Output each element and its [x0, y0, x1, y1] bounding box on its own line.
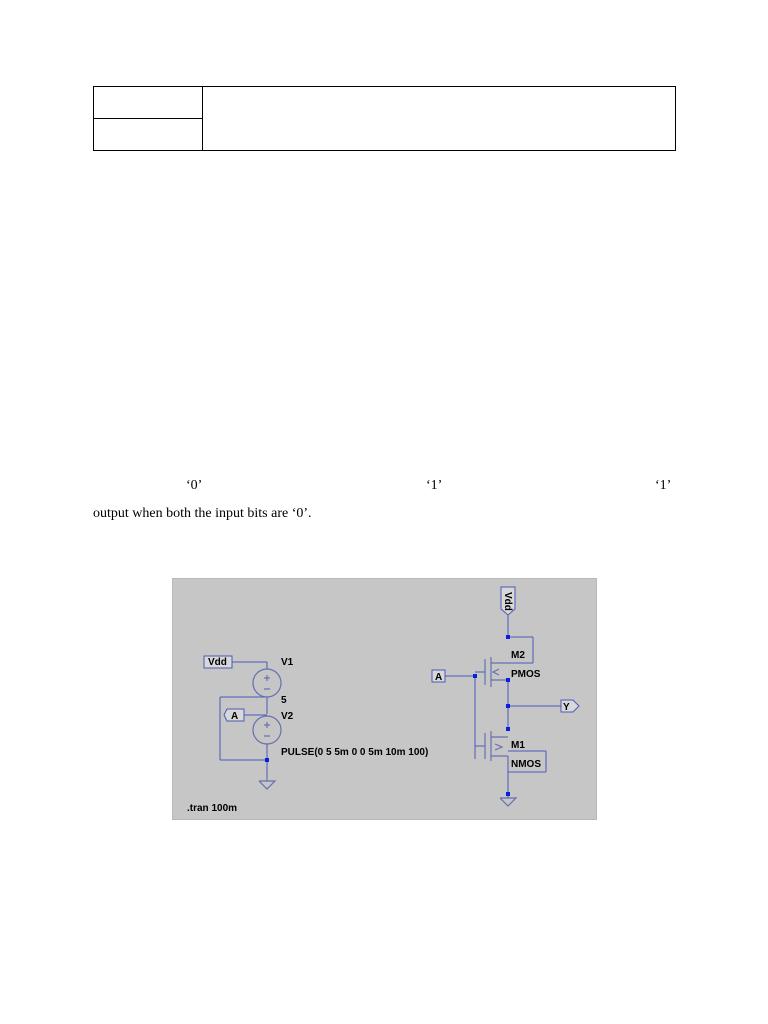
m2-model: PMOS: [511, 669, 541, 680]
header-cell-3: [94, 119, 203, 151]
a-gate-flag: A: [435, 672, 443, 683]
circuit-schematic: [172, 578, 597, 820]
truth-mark-1: ‘1’: [426, 478, 443, 493]
m1-name: M1: [511, 740, 525, 751]
junction-dots: [265, 635, 510, 796]
vdd-top-flag: Vdd: [502, 592, 513, 611]
vdd-source-flag: Vdd: [208, 657, 227, 668]
v1-value: 5: [281, 695, 287, 706]
paragraph-text: output when both the input bits are ‘0’.: [93, 506, 312, 521]
y-output-flag: Y: [563, 702, 570, 713]
truth-mark-2: ‘1’: [655, 478, 672, 493]
schematic-canvas: [173, 579, 596, 819]
header-table: [93, 86, 676, 151]
a-source-flag: A: [231, 711, 239, 722]
header-cell-2: [203, 87, 676, 151]
header-cell-1: [94, 87, 203, 119]
spice-directive: .tran 100m: [187, 803, 238, 814]
m1-model: NMOS: [511, 759, 541, 770]
v2-value: PULSE(0 5 5m 0 0 5m 10m 100): [281, 747, 429, 758]
ground-symbols: [259, 777, 516, 806]
mosfet-symbols: [485, 657, 508, 761]
v1-name: V1: [281, 657, 294, 668]
truth-mark-0: ‘0’: [186, 478, 203, 493]
m2-name: M2: [511, 650, 525, 661]
v2-name: V2: [281, 711, 294, 722]
